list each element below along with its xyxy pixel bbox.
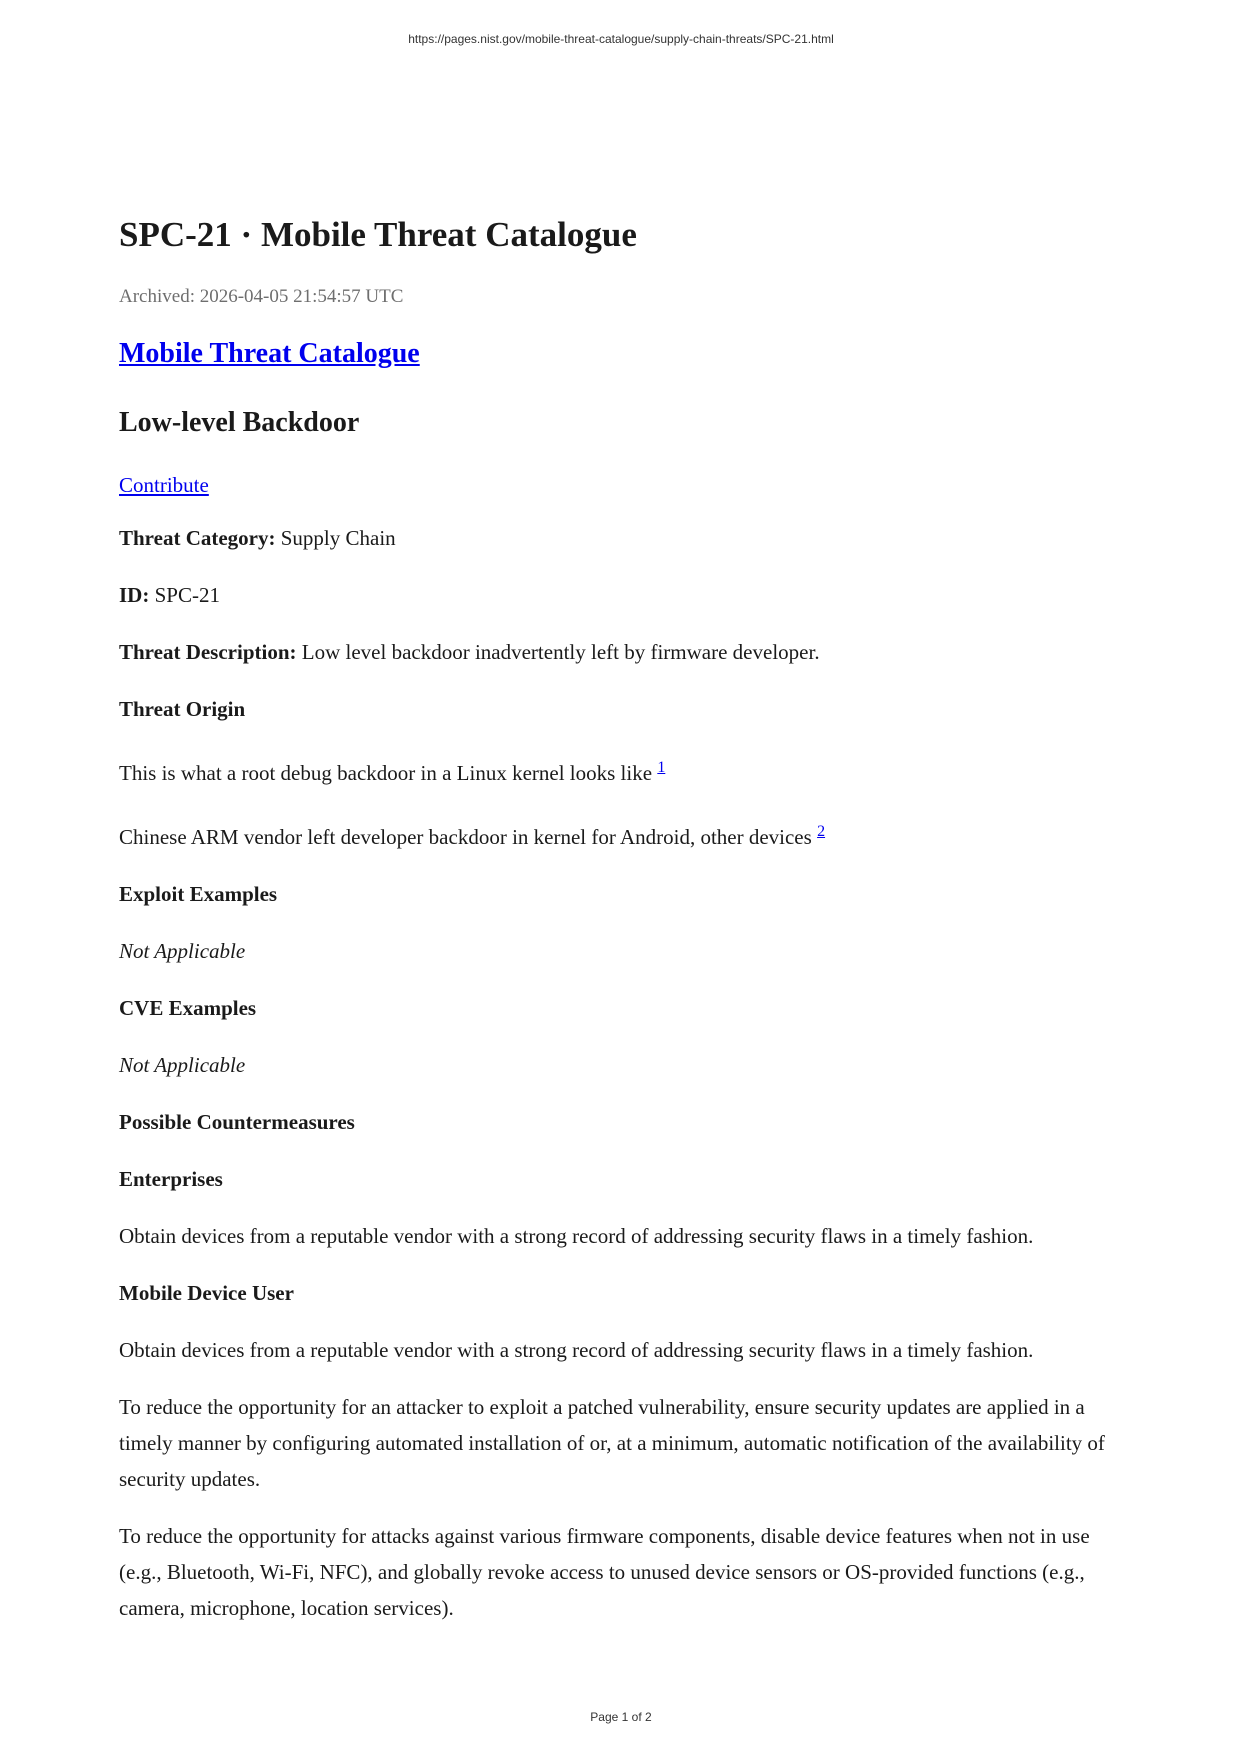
page-title: SPC-21 · Mobile Threat Catalogue [119,215,637,254]
threat-id-row [119,577,1119,613]
cve-examples-value [119,1047,1119,1083]
mobile-user-paragraph: To reduce the opportunity for attacks against various firmware components, disable device features when not in use (e.g., Bluetooth, Wi-Fi, NFC), and globally revoke access to unused device sensors or OS-provided functions (e.g., camera, microphone, location services). [119,1524,1090,1620]
countermeasures-heading-text: Possible Countermeasures [119,1110,355,1134]
exploit-examples-value-text: Not Applicable [119,939,246,963]
threat-category-value: Supply Chain [280,526,396,550]
enterprises-heading [119,1161,1119,1197]
footnote-link[interactable]: 2 [817,823,826,840]
mobile-user-heading-text: Mobile Device User [119,1281,294,1305]
countermeasures-heading [119,1104,1119,1140]
threat-category-label: Threat Category: [119,526,276,550]
origin-item-ref [657,756,665,776]
page-number: Page 1 of 2 [590,1710,652,1724]
threat-category-row [119,520,1119,556]
catalogue-home-link[interactable]: Mobile Threat Catalogue [119,338,420,369]
mobile-user-paragraph: Obtain devices from a reputable vendor with a strong record of addressing security flaws in a timely fashion. [119,1338,1034,1362]
exploit-examples-value [119,933,1119,969]
threat-description-value: Low level backdoor inadvertently left by firmware developer. [301,640,820,664]
threat-description-label: Threat Description: [119,640,297,664]
origin-item-text: Chinese ARM vendor left developer backdoor in kernel for Android, other devices [119,825,812,849]
exploit-examples-heading-text: Exploit Examples [119,882,278,906]
contribute-link[interactable]: Contribute [119,473,209,497]
archived-timestamp: Archived: 2026-04-05 21:54:57 UTC [119,286,404,307]
page-url-header: https://pages.nist.gov/mobile-threat-catalogue/supply-chain-threats/SPC-21.html [408,32,834,46]
origin-item-text: This is what a root debug backdoor in a Linux kernel looks like [119,761,653,785]
origin-item-ref [817,820,825,840]
threat-description-row [119,634,1119,670]
threat-name-heading: Low-level Backdoor [119,407,360,438]
enterprises-heading-text: Enterprises [119,1167,223,1191]
threat-id-label: ID: [119,583,150,607]
threat-origin-heading [119,691,1119,727]
origin-item [119,812,1119,855]
cve-examples-heading [119,990,1119,1026]
cve-examples-heading-text: CVE Examples [119,996,257,1020]
document-content [119,212,1119,1626]
mobile-user-paragraph: To reduce the opportunity for an attacker to exploit a patched vulnerability, ensure security updates are applied in a timely manner by configuring automated installation of or, at a minimum, automatic notification of the availability of security updates. [119,1395,1105,1491]
cve-examples-value-text: Not Applicable [119,1053,246,1077]
exploit-examples-heading [119,876,1119,912]
enterprises-paragraph: Obtain devices from a reputable vendor with a strong record of addressing security flaws in a timely fashion. [119,1224,1034,1248]
origin-item [119,748,1119,791]
threat-id-value: SPC-21 [154,583,220,607]
threat-origin-heading-text: Threat Origin [119,697,246,721]
footnote-link[interactable]: 1 [657,759,666,776]
mobile-user-heading [119,1275,1119,1311]
